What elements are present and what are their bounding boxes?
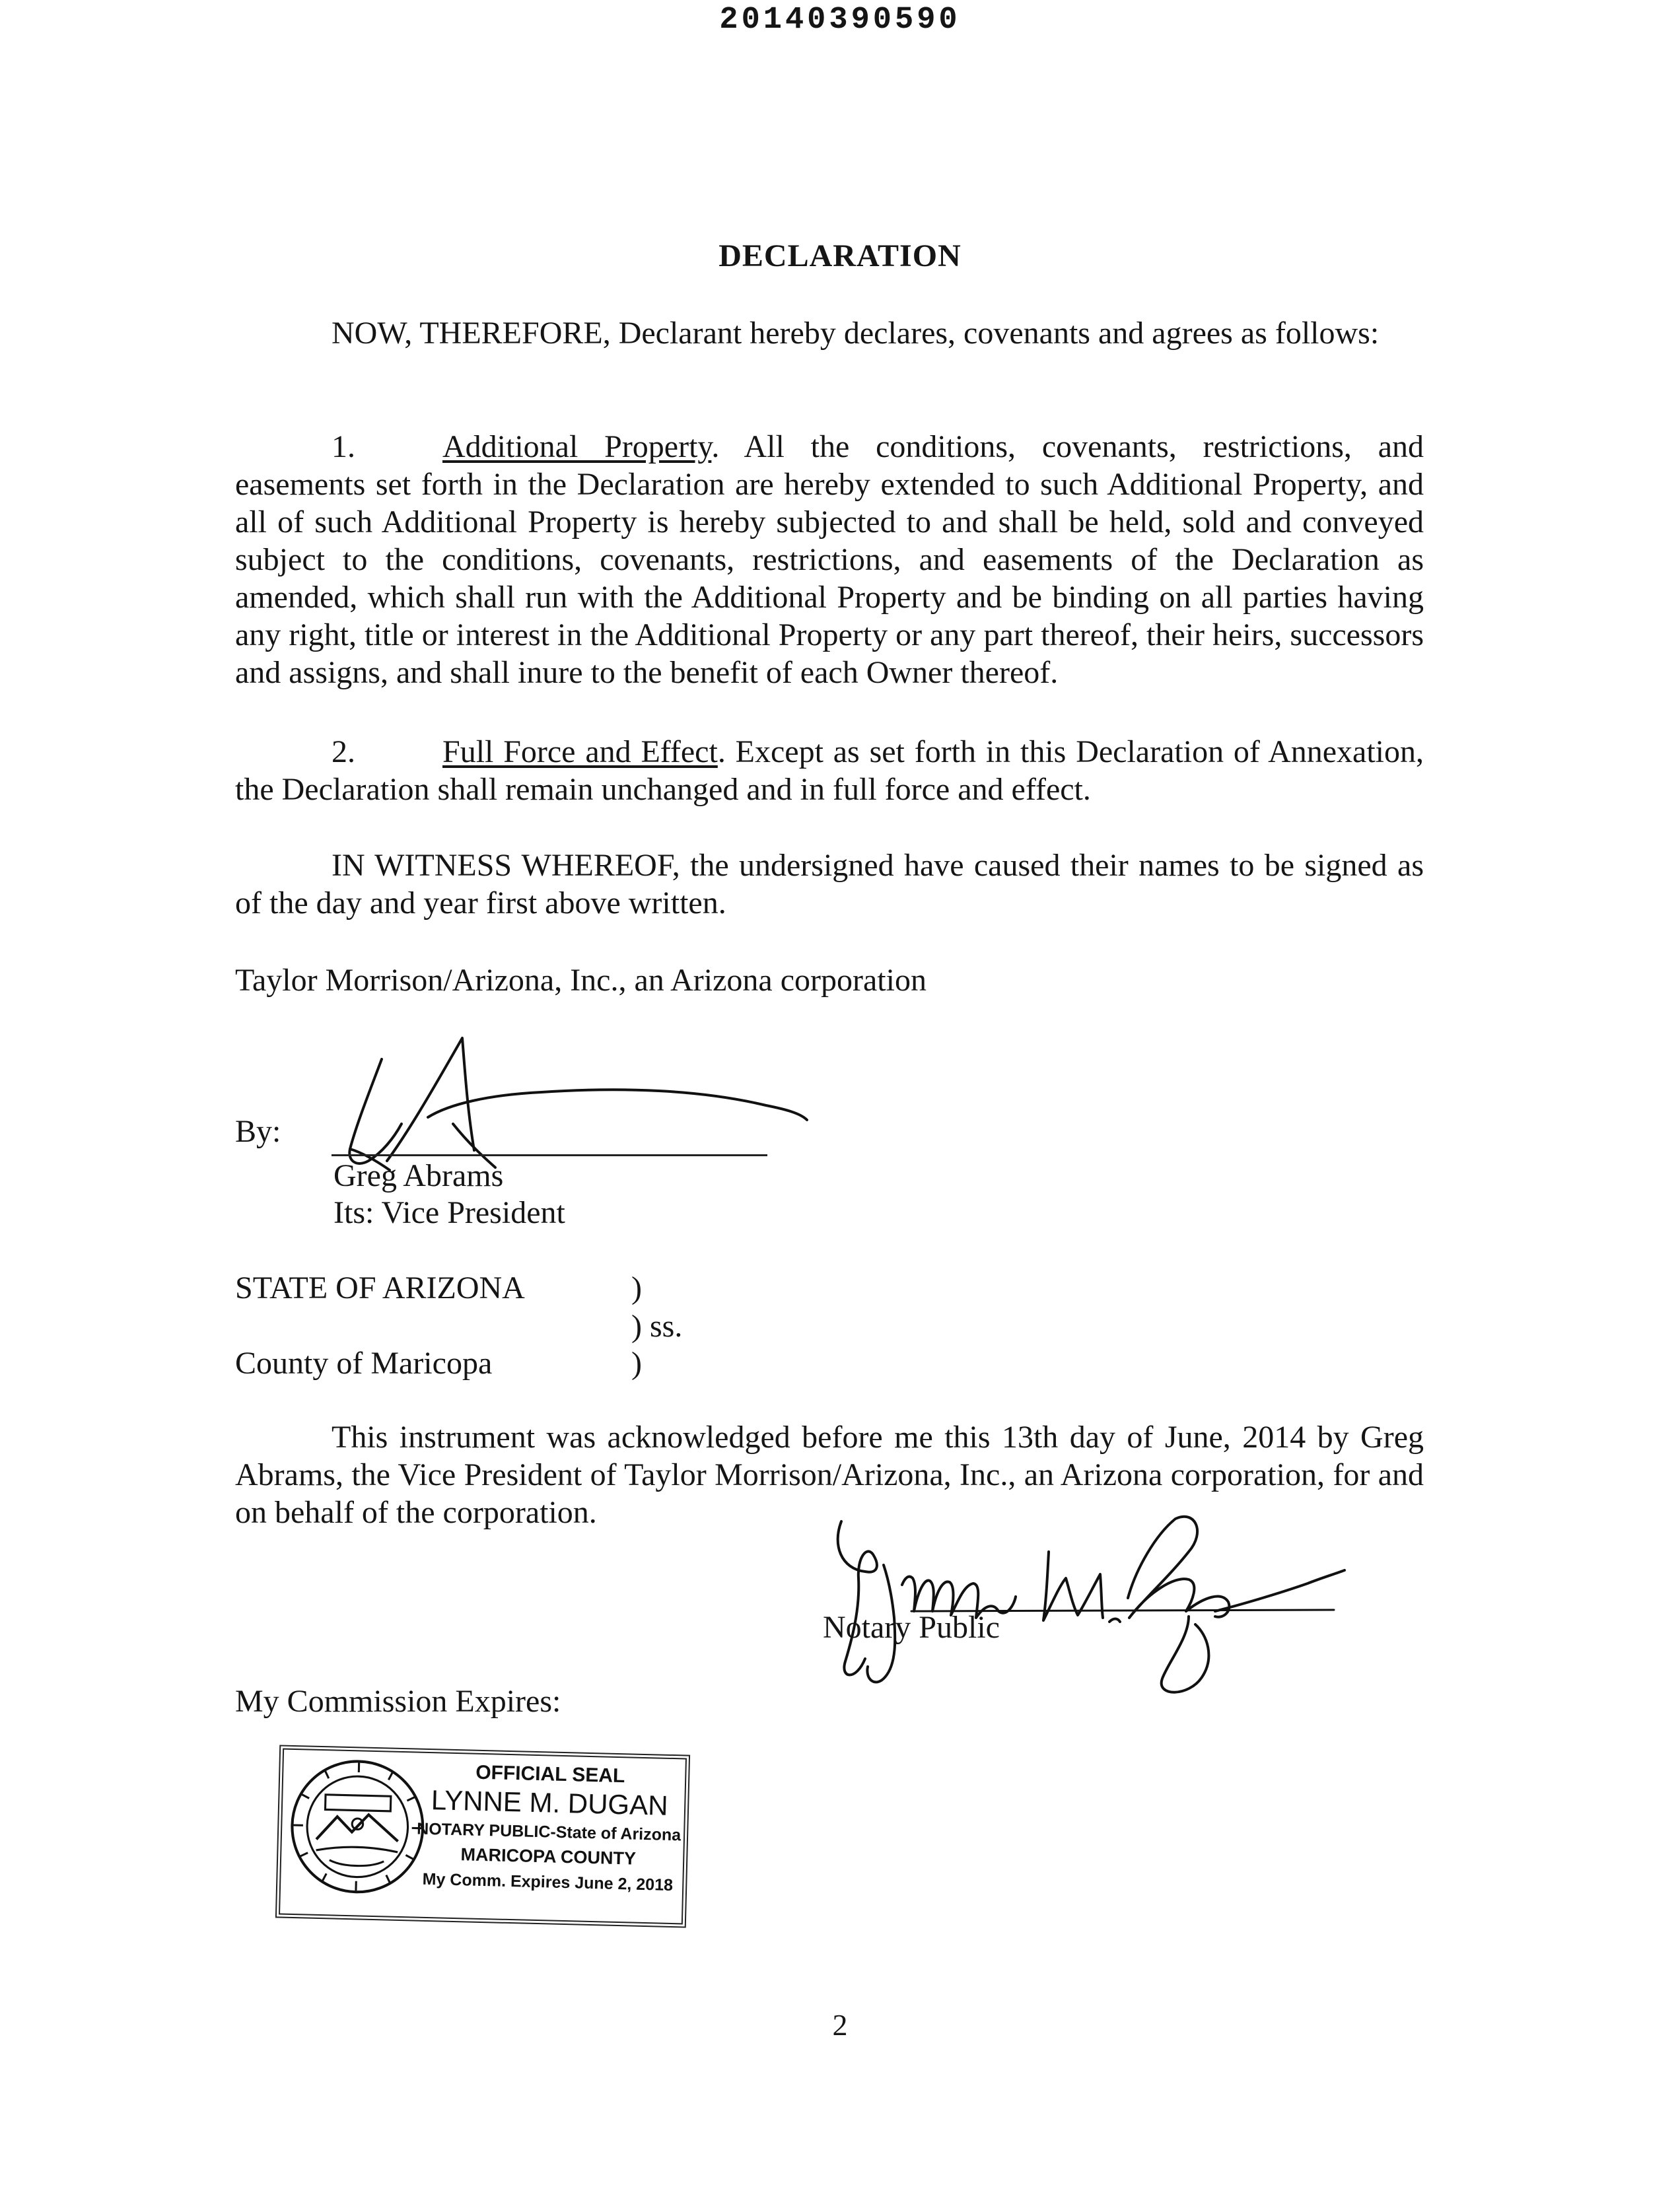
section-2: [235, 733, 1424, 808]
commission-expires-label: My Commission Expires:: [235, 1684, 561, 1719]
signer-title: Its: Vice President: [333, 1195, 565, 1230]
page-number: 2: [832, 2008, 848, 2042]
by-label: By:: [235, 1114, 281, 1149]
venue-paren-ss: ) ss.: [631, 1309, 683, 1344]
seal-official-seal: OFFICIAL SEAL: [475, 1761, 625, 1788]
seal-county: MARICOPA COUNTY: [460, 1844, 637, 1869]
venue-county: County of Maricopa: [235, 1346, 493, 1381]
notary-public-label: Notary Public: [823, 1610, 1000, 1645]
company-name: Taylor Morrison/Arizona, Inc., an Arizona corporation: [235, 963, 927, 998]
acknowledgment-text: This instrument was acknowledged before me this 13th day of June, 2014 by Greg Abrams, the Vice President of Taylor Morrison/Arizona, Inc., an Arizona corporation, for and on behalf of the corporation.: [235, 1420, 1424, 1530]
notary-seal-stamp: [275, 1745, 690, 1927]
venue-paren-3: ): [631, 1346, 642, 1381]
arizona-state-seal-icon: [288, 1757, 427, 1896]
venue-paren-1: ): [631, 1270, 642, 1305]
signature-line: [332, 1154, 767, 1156]
intro-text: NOW, THEREFORE, Declarant hereby declares, covenants and agrees as follows:: [332, 316, 1380, 351]
intro-paragraph: [235, 314, 1424, 352]
venue-state: STATE OF ARIZONA: [235, 1270, 525, 1305]
document-number: 20140390590: [719, 3, 961, 38]
seal-notary-name: LYNNE M. DUGAN: [431, 1784, 669, 1821]
section-2-text: . Except as set forth in this Declaration of Annexation, the Declaration shall remain unchanged and in full force and effect.: [235, 734, 1424, 807]
section-2-heading: Full Force and Effect: [442, 734, 718, 769]
witness-paragraph: [235, 847, 1424, 922]
document-title: DECLARATION: [718, 238, 962, 273]
section-1-text: . All the conditions, covenants, restrictions, and easements set forth in the Declaration are hereby extended to such Additional Property, and all of such Additional Property is hereby subjected to and shall be held, sold and conveyed subject to the conditions, covenants, restrictions, and easements of the Declaration as amended, which shall run with the Additional Property and be binding on all parties having any right, title or interest in the Additional Property or any part thereof, their heirs, successors and assigns, and shall inure to the benefit of each Owner thereof.: [235, 429, 1424, 690]
section-1: [235, 428, 1424, 691]
seal-notary-public-state: NOTARY PUBLIC-State of Arizona: [416, 1819, 682, 1845]
witness-text: IN WITNESS WHEREOF, the undersigned have caused their names to be signed as of the day and year first above written.: [235, 848, 1424, 920]
section-2-number: 2.: [332, 734, 355, 769]
signer-name: Greg Abrams: [333, 1158, 504, 1193]
signature-notary: [819, 1506, 1360, 1697]
section-1-number: 1.: [332, 429, 355, 464]
seal-commission-expiration: My Comm. Expires June 2, 2018: [422, 1869, 674, 1895]
section-1-heading: Additional Property: [442, 429, 712, 464]
